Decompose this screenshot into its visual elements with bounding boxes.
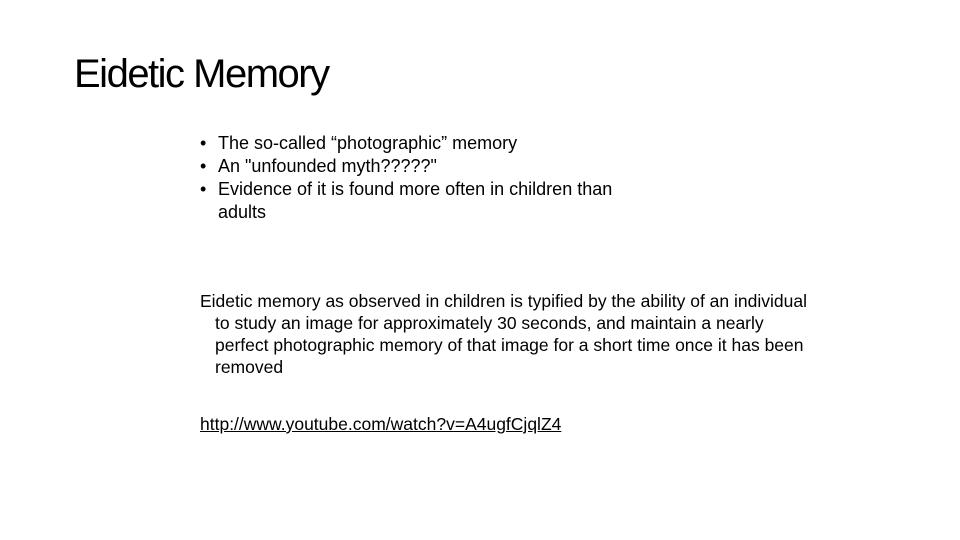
bullet-icon: • [200, 133, 207, 153]
bullet-item [200, 178, 640, 224]
bullet-item [200, 132, 640, 155]
description-paragraph: Eidetic memory as observed in children is typified by the ability of an individual to study an image for approximately 30 seconds, and maintain a nearly perfect photographic memory of that image for a short time once it has been removed [200, 291, 807, 377]
bullet-icon: • [200, 179, 207, 199]
bullet-item [200, 155, 640, 178]
bullet-list [200, 132, 640, 224]
bullet-text: The so-called “photographic” memory [218, 133, 518, 153]
bullet-text: Evidence of it is found more often in children than adults [218, 179, 613, 222]
bullet-text: An "unfounded myth?????" [218, 156, 437, 176]
youtube-link[interactable]: http://www.youtube.com/watch?v=A4ugfCjqlZ4 [200, 414, 562, 434]
bullet-icon: • [200, 156, 207, 176]
slide-title: Eidetic Memory [74, 52, 329, 96]
